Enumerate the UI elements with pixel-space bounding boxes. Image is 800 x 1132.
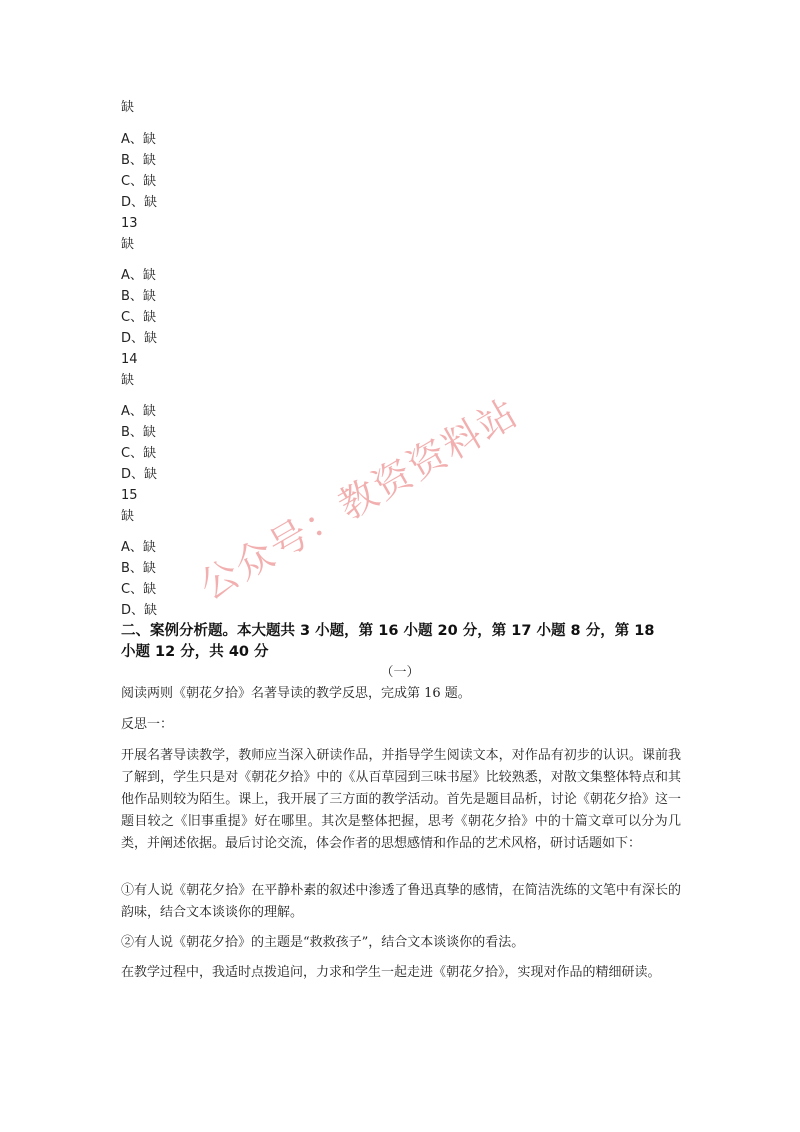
reflection-paragraph: 开展名著导读教学，教师应当深入研读作品，并指导学生阅读文本，对作品有初步的认识。课前我了解到，学生只是对《朝花夕拾》中的《从百草园到三味书屋》比较熟悉，对散文集整体特点和其他作品则较为陌生。课上，我开展了三方面的教学活动。首先是题目品析，讨论《朝花夕拾》这一题目较之《旧事重提》好在哪里。其次是整体把握，思考《朝花夕拾》中的十篇文章可以分为几类，并阐述依据。最后讨论交流，体会作者的思想感情和作品的艺术风格，研讨话题如下：: [121, 748, 681, 851]
watermark-text: 公众号：教资资料站: [192, 390, 526, 609]
instruction-text: 阅读两则《朝花夕拾》名著导读的教学反思，完成第 16 题。: [121, 686, 471, 701]
question-number: 13: [121, 216, 138, 231]
reflection-label: 反思一：: [121, 717, 174, 732]
option-a: A、缺: [121, 404, 156, 419]
reflection-closing-paragraph: 在教学过程中，我适时点拨追问，力求和学生一起走进《朝花夕拾》，实现对作品的精细研读。: [121, 965, 661, 980]
option-a: A、缺: [121, 540, 156, 555]
option-c: C、缺: [121, 446, 157, 461]
section-heading-line1: 二、案例分析题。本大题共 3 小题，第 16 小题 20 分，第 17 小题 8 分，第 18: [121, 623, 655, 639]
discussion-topic-1: ①有人说《朝花夕拾》在平静朴素的叙述中渗透了鲁迅真挚的感情，在简洁洗练的文笔中有深长的韵味，结合文本谈谈你的理解。: [121, 883, 681, 920]
option-b: B、缺: [121, 289, 156, 304]
option-b: B、缺: [121, 425, 156, 440]
option-d: D、缺: [121, 603, 158, 618]
question-stem: 缺: [121, 509, 135, 524]
option-d: D、缺: [121, 195, 158, 210]
option-d: D、缺: [121, 467, 158, 482]
option-c: C、缺: [121, 174, 157, 189]
question-number: 14: [121, 352, 138, 367]
option-b: B、缺: [121, 153, 156, 168]
discussion-topic-2: ②有人说《朝花夕拾》的主题是“救救孩子”，结合文本谈谈你的看法。: [121, 935, 525, 950]
option-a: A、缺: [121, 268, 156, 283]
option-d: D、缺: [121, 331, 158, 346]
question-stem: 缺: [121, 100, 135, 115]
option-b: B、缺: [121, 561, 156, 576]
section-subtitle: （一）: [380, 665, 420, 680]
question-number: 15: [121, 488, 138, 503]
option-a: A、缺: [121, 132, 156, 147]
option-c: C、缺: [121, 310, 157, 325]
option-c: C、缺: [121, 582, 157, 597]
question-stem: 缺: [121, 373, 135, 388]
section-heading-line2: 小题 12 分，共 40 分: [121, 644, 269, 660]
question-stem: 缺: [121, 237, 135, 252]
